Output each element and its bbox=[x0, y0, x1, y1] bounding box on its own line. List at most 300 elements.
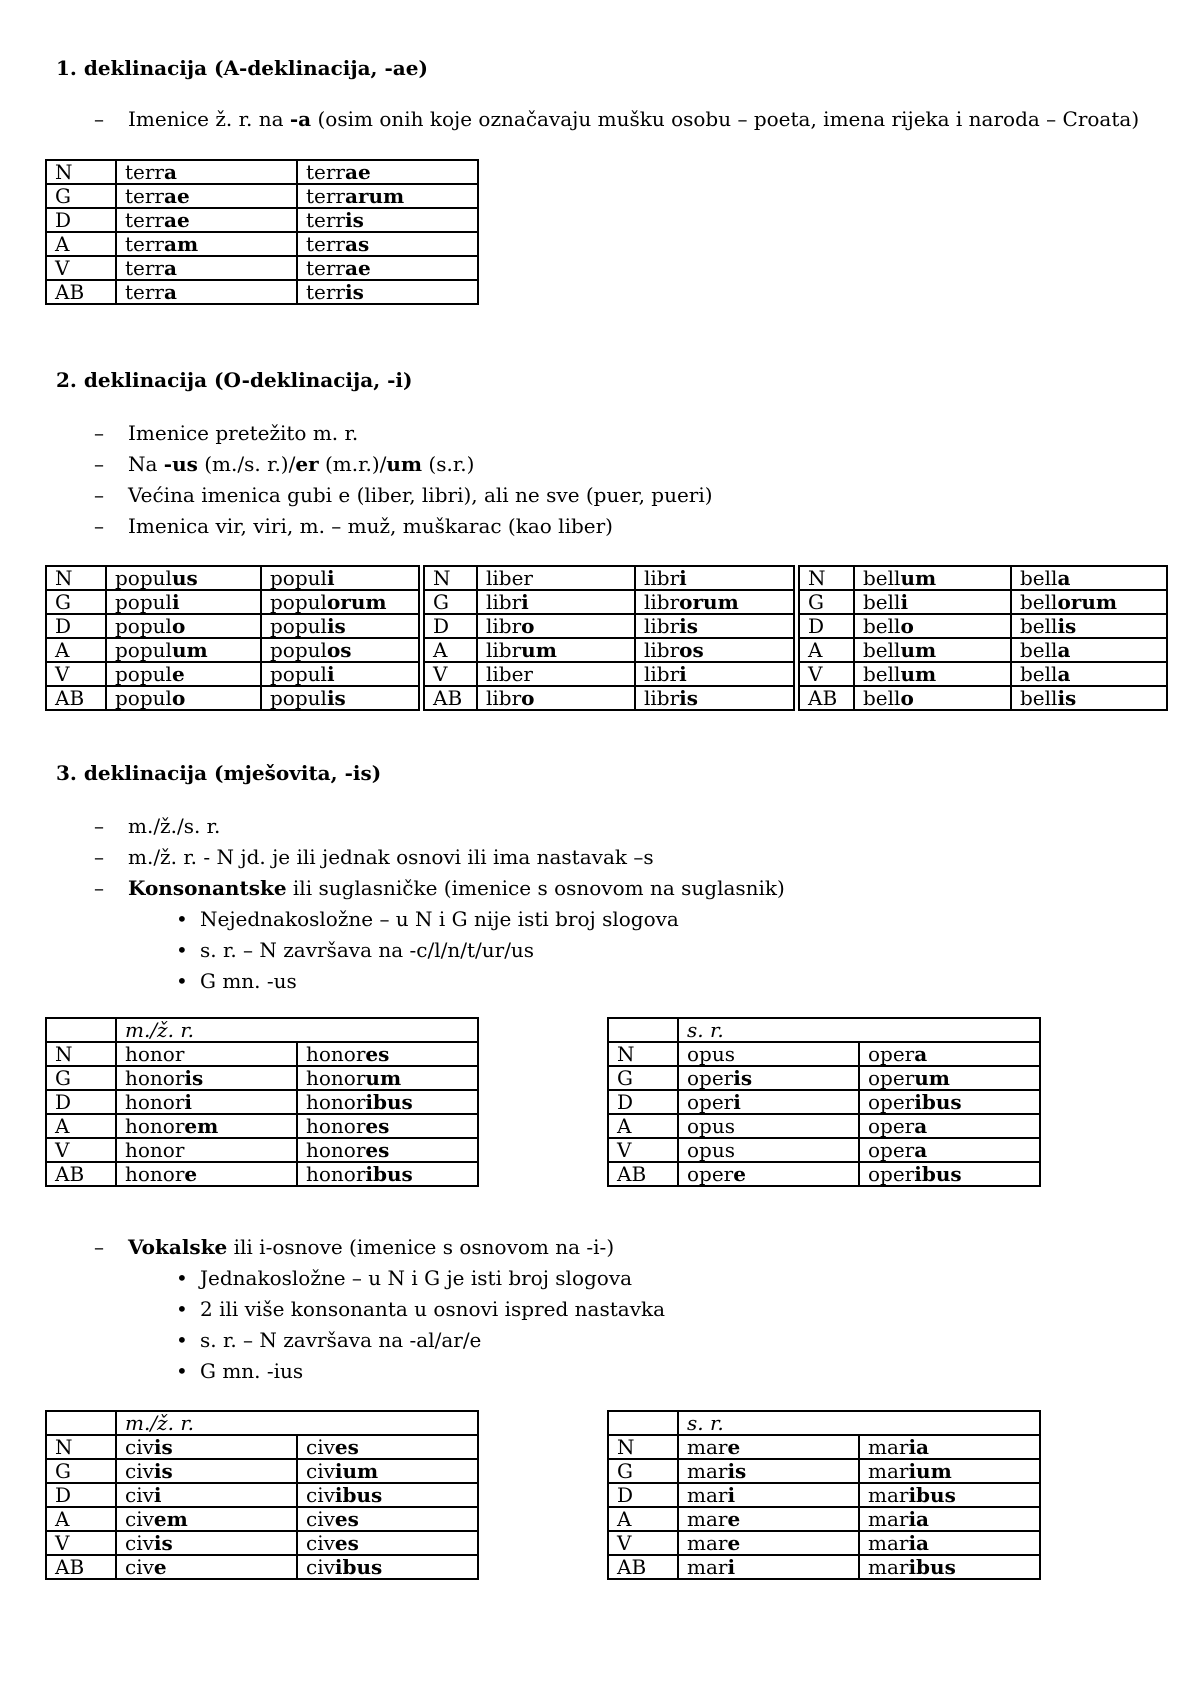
word-stem: honor bbox=[125, 1162, 185, 1186]
table-row bbox=[46, 686, 419, 710]
singular-form bbox=[116, 232, 297, 256]
singular-form bbox=[854, 686, 1011, 710]
word-stem: bell bbox=[863, 590, 901, 614]
word-ending: is bbox=[345, 280, 364, 304]
case-label: N bbox=[608, 1435, 678, 1459]
sub-item: • Nejednakosložne – u N i G nije isti broj slogova bbox=[168, 904, 785, 935]
table-row bbox=[799, 686, 1167, 710]
table-row bbox=[46, 1483, 478, 1507]
singular-form bbox=[116, 1090, 297, 1114]
word-stem: civ bbox=[306, 1435, 335, 1459]
word-stem: popul bbox=[270, 590, 327, 614]
word-ending: a bbox=[914, 1138, 928, 1162]
word-stem: mar bbox=[868, 1507, 909, 1531]
table-row bbox=[46, 1090, 478, 1114]
word-ending: ibus bbox=[914, 1162, 962, 1186]
gender-header: s. r. bbox=[678, 1018, 1040, 1042]
gender-header: m./ž. r. bbox=[116, 1411, 478, 1435]
section-3-notes bbox=[94, 811, 785, 997]
word-stem: bell bbox=[1020, 638, 1058, 662]
singular-form bbox=[678, 1114, 859, 1138]
table-row bbox=[46, 280, 478, 304]
word-stem: honor bbox=[306, 1162, 366, 1186]
word-stem: liber bbox=[486, 662, 533, 686]
case-label: AB bbox=[424, 686, 477, 710]
word-ending: i bbox=[727, 1555, 736, 1579]
word-ending: e bbox=[184, 1162, 198, 1186]
word-stem: terr bbox=[125, 280, 164, 304]
singular-form bbox=[678, 1042, 859, 1066]
word-ending: ae bbox=[164, 184, 190, 208]
table-row bbox=[46, 160, 478, 184]
word-ending: am bbox=[164, 232, 199, 256]
word-ending: is bbox=[153, 1459, 173, 1483]
plural-form bbox=[297, 1459, 478, 1483]
word-ending: as bbox=[345, 232, 370, 256]
word-stem: honor bbox=[306, 1114, 366, 1138]
plural-form bbox=[297, 1531, 478, 1555]
singular-form bbox=[477, 686, 635, 710]
word-stem: terr bbox=[125, 208, 164, 232]
plural-form bbox=[297, 208, 478, 232]
plural-form bbox=[859, 1459, 1040, 1483]
singular-form bbox=[678, 1483, 859, 1507]
singular-form bbox=[106, 662, 261, 686]
word-ending: is bbox=[679, 614, 699, 638]
table-row bbox=[424, 662, 794, 686]
case-label: AB bbox=[46, 1162, 116, 1186]
section-2-notes bbox=[94, 418, 713, 542]
table-header-row bbox=[608, 1411, 1040, 1435]
section-2-title: 2. deklinacija (O-deklinacija, -i) bbox=[56, 368, 413, 392]
word-ending: i bbox=[727, 1483, 736, 1507]
word-stem: bell bbox=[863, 638, 901, 662]
word-ending: i bbox=[326, 662, 335, 686]
singular-form bbox=[678, 1507, 859, 1531]
plural-form bbox=[297, 1507, 478, 1531]
case-label: D bbox=[46, 1483, 116, 1507]
word-stem: honor bbox=[125, 1042, 185, 1066]
plural-form bbox=[261, 686, 419, 710]
word-ending: um bbox=[365, 1066, 402, 1090]
honor-declension-table bbox=[45, 1017, 479, 1187]
case-label: N bbox=[608, 1042, 678, 1066]
word-stem: mar bbox=[868, 1483, 909, 1507]
plural-form bbox=[859, 1507, 1040, 1531]
case-label: N bbox=[46, 566, 106, 590]
note-item: – m./ž. r. - N jd. je ili jednak osnovi ili ima nastavak –s bbox=[94, 842, 785, 873]
word-stem: mar bbox=[868, 1459, 909, 1483]
word-stem: popul bbox=[115, 662, 172, 686]
word-stem: oper bbox=[687, 1090, 734, 1114]
word-ending: a bbox=[914, 1114, 928, 1138]
word-stem: oper bbox=[868, 1162, 915, 1186]
plural-form bbox=[859, 1066, 1040, 1090]
word-ending: a bbox=[164, 280, 177, 304]
word-ending: is bbox=[727, 1459, 747, 1483]
case-label: V bbox=[46, 662, 106, 686]
word-stem: civ bbox=[306, 1483, 335, 1507]
plural-form bbox=[859, 1138, 1040, 1162]
word-ending: arum bbox=[345, 184, 405, 208]
word-stem: libr bbox=[486, 614, 522, 638]
word-ending: i bbox=[153, 1483, 162, 1507]
note-item: – Imenice pretežito m. r. bbox=[94, 418, 713, 449]
plural-form bbox=[297, 1090, 478, 1114]
singular-form bbox=[116, 1162, 297, 1186]
case-label: D bbox=[46, 614, 106, 638]
table-row bbox=[46, 1507, 478, 1531]
case-label: G bbox=[46, 1459, 116, 1483]
word-stem: mar bbox=[687, 1483, 728, 1507]
word-ending: a bbox=[1057, 566, 1071, 590]
table-row bbox=[46, 614, 419, 638]
singular-form bbox=[678, 1531, 859, 1555]
singular-form bbox=[678, 1162, 859, 1186]
case-label: AB bbox=[46, 1555, 116, 1579]
word-stem: honor bbox=[125, 1114, 185, 1138]
word-stem: oper bbox=[868, 1066, 915, 1090]
plural-form bbox=[859, 1483, 1040, 1507]
word-stem: mar bbox=[868, 1531, 909, 1555]
word-stem: oper bbox=[868, 1090, 915, 1114]
case-label: N bbox=[46, 160, 116, 184]
singular-form bbox=[678, 1138, 859, 1162]
case-label: A bbox=[46, 1114, 116, 1138]
word-stem: liber bbox=[486, 566, 533, 590]
word-ending: orum bbox=[1057, 590, 1118, 614]
case-label: AB bbox=[608, 1555, 678, 1579]
empty-cell bbox=[608, 1018, 678, 1042]
case-label: D bbox=[46, 1090, 116, 1114]
word-stem: bell bbox=[1020, 614, 1058, 638]
table-row bbox=[46, 590, 419, 614]
singular-form bbox=[678, 1459, 859, 1483]
word-stem: bell bbox=[1020, 590, 1058, 614]
case-label: V bbox=[799, 662, 854, 686]
word-stem: bell bbox=[1020, 686, 1058, 710]
singular-form bbox=[854, 614, 1011, 638]
table-row bbox=[424, 686, 794, 710]
singular-form bbox=[116, 1138, 297, 1162]
word-stem: terr bbox=[306, 208, 345, 232]
singular-form bbox=[477, 662, 635, 686]
word-stem: popul bbox=[115, 638, 172, 662]
word-stem: libr bbox=[644, 638, 680, 662]
word-ending: is bbox=[184, 1066, 204, 1090]
singular-form bbox=[116, 1114, 297, 1138]
table-row bbox=[799, 662, 1167, 686]
word-stem: terr bbox=[125, 184, 164, 208]
note-item: – Imenica vir, viri, m. – muž, muškarac (kao liber) bbox=[94, 511, 713, 542]
table-row bbox=[46, 1042, 478, 1066]
singular-form bbox=[106, 566, 261, 590]
word-ending: os bbox=[679, 638, 704, 662]
word-stem: mar bbox=[687, 1435, 728, 1459]
case-label: AB bbox=[46, 280, 116, 304]
word-stem: honor bbox=[306, 1042, 366, 1066]
word-ending: a bbox=[1057, 662, 1071, 686]
plural-form bbox=[297, 1138, 478, 1162]
singular-form bbox=[477, 566, 635, 590]
word-stem: mar bbox=[868, 1555, 909, 1579]
word-ending: a bbox=[914, 1042, 928, 1066]
word-stem: oper bbox=[868, 1042, 915, 1066]
case-label: N bbox=[46, 1042, 116, 1066]
table-row bbox=[46, 256, 478, 280]
word-ending: o bbox=[521, 614, 535, 638]
plural-form bbox=[859, 1114, 1040, 1138]
section-1-title: 1. deklinacija (A-deklinacija, -ae) bbox=[56, 56, 428, 80]
word-stem: opus bbox=[687, 1042, 735, 1066]
word-stem: oper bbox=[868, 1138, 915, 1162]
singular-form bbox=[477, 638, 635, 662]
word-stem: libr bbox=[644, 614, 680, 638]
mare-declension-table bbox=[607, 1410, 1041, 1580]
plural-form bbox=[297, 1066, 478, 1090]
gender-header: m./ž. r. bbox=[116, 1018, 478, 1042]
plural-form bbox=[297, 160, 478, 184]
case-label: G bbox=[799, 590, 854, 614]
note-item: – Konsonantske ili suglasničke (imenice s osnovom na suglasnik) • Nejednakosložne – u N i G nije isti broj slogova • s. r. – N završava na -c/l/n/t/ur/us • G mn. -us bbox=[94, 873, 785, 997]
word-ending: i bbox=[326, 566, 335, 590]
case-label: D bbox=[424, 614, 477, 638]
word-stem: terr bbox=[125, 232, 164, 256]
word-stem: bell bbox=[863, 686, 901, 710]
word-ending: os bbox=[326, 638, 352, 662]
word-stem: popul bbox=[115, 590, 172, 614]
case-label: G bbox=[608, 1459, 678, 1483]
sub-item: • G mn. -ius bbox=[168, 1356, 665, 1387]
terra-declension-table bbox=[45, 159, 479, 305]
singular-form bbox=[477, 614, 635, 638]
word-ending: i bbox=[521, 590, 529, 614]
word-stem: oper bbox=[687, 1162, 734, 1186]
consonant-sublist bbox=[128, 904, 785, 997]
word-stem: libr bbox=[486, 638, 522, 662]
table-row bbox=[424, 614, 794, 638]
plural-form bbox=[297, 280, 478, 304]
word-stem: libr bbox=[644, 686, 680, 710]
word-ending: a bbox=[164, 256, 177, 280]
singular-form bbox=[477, 590, 635, 614]
singular-form bbox=[116, 1435, 297, 1459]
word-ending: is bbox=[326, 686, 346, 710]
plural-form bbox=[261, 614, 419, 638]
table-row bbox=[799, 638, 1167, 662]
case-label: A bbox=[46, 232, 116, 256]
case-label: N bbox=[424, 566, 477, 590]
case-label: AB bbox=[46, 686, 106, 710]
table-header-row bbox=[46, 1018, 478, 1042]
word-stem: civ bbox=[125, 1507, 154, 1531]
sub-item: • G mn. -us bbox=[168, 966, 785, 997]
table-row bbox=[608, 1435, 1040, 1459]
sub-item: • s. r. – N završava na -al/ar/e bbox=[168, 1325, 665, 1356]
plural-form bbox=[635, 662, 794, 686]
table-row bbox=[46, 1114, 478, 1138]
word-stem: libr bbox=[486, 590, 522, 614]
singular-form bbox=[116, 256, 297, 280]
table-row bbox=[424, 638, 794, 662]
case-label: V bbox=[46, 1138, 116, 1162]
liber-declension-table bbox=[423, 565, 795, 711]
word-stem: popul bbox=[270, 686, 327, 710]
case-label: D bbox=[608, 1090, 678, 1114]
word-ending: ium bbox=[334, 1459, 379, 1483]
case-label: A bbox=[608, 1507, 678, 1531]
word-stem: popul bbox=[270, 566, 327, 590]
word-stem: terr bbox=[306, 256, 345, 280]
plural-form bbox=[859, 1435, 1040, 1459]
case-label: D bbox=[608, 1483, 678, 1507]
plural-form bbox=[297, 1483, 478, 1507]
singular-form bbox=[854, 638, 1011, 662]
table-row bbox=[46, 208, 478, 232]
plural-form bbox=[635, 686, 794, 710]
word-ending: ibus bbox=[908, 1483, 956, 1507]
table-row bbox=[46, 1459, 478, 1483]
word-ending: is bbox=[679, 686, 699, 710]
word-stem: terr bbox=[125, 256, 164, 280]
word-ending: es bbox=[365, 1042, 390, 1066]
singular-form bbox=[116, 1531, 297, 1555]
singular-form bbox=[854, 566, 1011, 590]
word-ending: ibus bbox=[334, 1483, 383, 1507]
word-ending: is bbox=[1057, 614, 1077, 638]
note-item: – m./ž./s. r. bbox=[94, 811, 785, 842]
word-stem: bell bbox=[1020, 662, 1058, 686]
word-stem: terr bbox=[306, 232, 345, 256]
word-ending: ibus bbox=[365, 1090, 413, 1114]
word-ending: us bbox=[171, 566, 198, 590]
case-label: G bbox=[46, 590, 106, 614]
word-ending: e bbox=[171, 662, 185, 686]
word-stem: mar bbox=[687, 1531, 728, 1555]
plural-form bbox=[297, 1114, 478, 1138]
case-label: G bbox=[424, 590, 477, 614]
word-stem: popul bbox=[270, 638, 327, 662]
word-stem: bell bbox=[863, 662, 901, 686]
word-stem: mar bbox=[687, 1507, 728, 1531]
word-stem: honor bbox=[125, 1066, 185, 1090]
word-stem: popul bbox=[115, 614, 172, 638]
word-stem: opus bbox=[687, 1114, 735, 1138]
empty-cell bbox=[46, 1018, 116, 1042]
word-ending: o bbox=[900, 686, 914, 710]
opus-declension-table bbox=[607, 1017, 1041, 1187]
table-row bbox=[799, 590, 1167, 614]
singular-form bbox=[116, 1555, 297, 1579]
word-ending: em bbox=[184, 1114, 219, 1138]
word-ending: orum bbox=[326, 590, 387, 614]
plural-form bbox=[635, 590, 794, 614]
word-ending: ibus bbox=[908, 1555, 956, 1579]
table-row bbox=[608, 1531, 1040, 1555]
table-row bbox=[46, 1066, 478, 1090]
note-item: – Na -us (m./s. r.)/er (m.r.)/um (s.r.) bbox=[94, 449, 713, 480]
table-row bbox=[608, 1162, 1040, 1186]
sub-item: • Jednakosložne – u N i G je isti broj slogova bbox=[168, 1263, 665, 1294]
word-stem: popul bbox=[270, 662, 327, 686]
word-ending: i bbox=[171, 590, 180, 614]
word-stem: honor bbox=[125, 1138, 185, 1162]
plural-form bbox=[261, 638, 419, 662]
plural-form bbox=[261, 662, 419, 686]
singular-form bbox=[116, 1066, 297, 1090]
word-ending: ae bbox=[345, 256, 371, 280]
word-stem: popul bbox=[115, 566, 172, 590]
word-stem: civ bbox=[306, 1555, 335, 1579]
section-3-title: 3. deklinacija (mješovita, -is) bbox=[56, 761, 382, 785]
note-item: – Većina imenica gubi e (liber, libri), ali ne sve (puer, pueri) bbox=[94, 480, 713, 511]
table-header-row bbox=[608, 1018, 1040, 1042]
table-row bbox=[608, 1138, 1040, 1162]
word-ending: ae bbox=[164, 208, 190, 232]
case-label: AB bbox=[608, 1162, 678, 1186]
table-row bbox=[46, 1162, 478, 1186]
gender-header: s. r. bbox=[678, 1411, 1040, 1435]
plural-form bbox=[859, 1531, 1040, 1555]
singular-form bbox=[678, 1066, 859, 1090]
section-1-notes bbox=[94, 104, 1139, 135]
plural-form bbox=[635, 566, 794, 590]
case-label: N bbox=[46, 1435, 116, 1459]
word-stem: honor bbox=[306, 1066, 366, 1090]
plural-form bbox=[1011, 566, 1167, 590]
singular-form bbox=[116, 1042, 297, 1066]
word-ending: ibus bbox=[334, 1555, 383, 1579]
table-row bbox=[608, 1459, 1040, 1483]
word-stem: mar bbox=[868, 1435, 909, 1459]
case-label: D bbox=[799, 614, 854, 638]
word-stem: civ bbox=[125, 1435, 154, 1459]
table-header-row bbox=[46, 1411, 478, 1435]
word-ending: orum bbox=[679, 590, 739, 614]
word-stem: popul bbox=[115, 686, 172, 710]
plural-form bbox=[859, 1555, 1040, 1579]
word-ending: em bbox=[153, 1507, 188, 1531]
case-label: D bbox=[46, 208, 116, 232]
singular-form bbox=[854, 590, 1011, 614]
plural-form bbox=[635, 614, 794, 638]
word-ending: es bbox=[334, 1531, 359, 1555]
table-row bbox=[46, 638, 419, 662]
singular-form bbox=[106, 686, 261, 710]
word-ending: is bbox=[345, 208, 364, 232]
plural-form bbox=[297, 1435, 478, 1459]
word-ending: um bbox=[521, 638, 557, 662]
word-stem: civ bbox=[306, 1531, 335, 1555]
table-row bbox=[46, 232, 478, 256]
case-label: G bbox=[46, 1066, 116, 1090]
singular-form bbox=[116, 160, 297, 184]
table-row bbox=[46, 566, 419, 590]
singular-form bbox=[106, 614, 261, 638]
word-ending: is bbox=[733, 1066, 753, 1090]
word-ending: ibus bbox=[914, 1090, 962, 1114]
word-ending: o bbox=[171, 614, 186, 638]
plural-form bbox=[1011, 614, 1167, 638]
word-stem: popul bbox=[270, 614, 327, 638]
word-ending: a bbox=[1057, 638, 1071, 662]
table-row bbox=[799, 614, 1167, 638]
word-ending: e bbox=[733, 1162, 746, 1186]
word-stem: civ bbox=[306, 1459, 335, 1483]
singular-form bbox=[116, 184, 297, 208]
vocalic-notes bbox=[94, 1232, 665, 1387]
plural-form bbox=[297, 256, 478, 280]
